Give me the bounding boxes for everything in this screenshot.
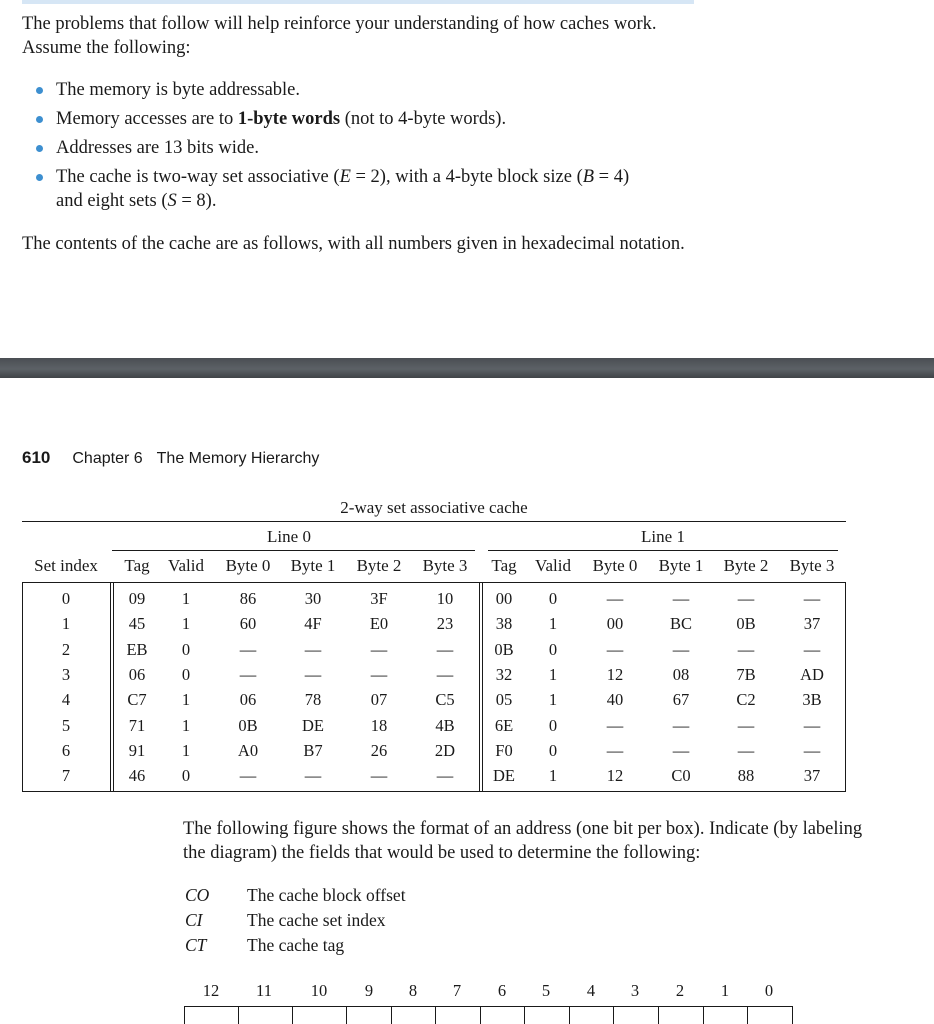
- table-cell: C0: [671, 766, 691, 786]
- bit-number: 5: [541, 981, 551, 1000]
- bit-number: 11: [256, 981, 272, 1000]
- table-cell: 09: [128, 589, 146, 608]
- bit-box[interactable]: [569, 1006, 613, 1024]
- legend-desc: The cache set index: [247, 910, 386, 930]
- table-cell: 1: [181, 589, 191, 608]
- table-cell: B7: [303, 740, 323, 760]
- table-cell: 08: [672, 664, 690, 684]
- column-header: Valid: [168, 556, 204, 575]
- legend-abbr: CT: [185, 935, 207, 955]
- assumption-text: = 2), with a 4-byte block size (: [350, 167, 583, 187]
- bit-number: 1: [720, 981, 730, 1000]
- table-cell: 26: [370, 740, 388, 760]
- page-header: [22, 448, 319, 468]
- table-cell: C5: [435, 690, 455, 710]
- table-cell: 67: [672, 690, 690, 710]
- column-separator: [110, 582, 111, 792]
- table-cell: 0B: [494, 639, 514, 659]
- bullet-icon: [36, 87, 43, 94]
- table-cell: —: [239, 639, 257, 659]
- column-header: Byte 3: [422, 556, 468, 575]
- column-separator: [482, 582, 483, 792]
- table-cell: C7: [127, 690, 147, 710]
- column-header: Byte 2: [723, 556, 769, 575]
- table-cell: 7B: [736, 664, 756, 684]
- column-separator: [113, 582, 114, 792]
- legend-desc: The cache block offset: [247, 885, 406, 905]
- line0-label: Line 0: [267, 527, 311, 546]
- bit-box[interactable]: [480, 1006, 524, 1024]
- table-cell: 3F: [370, 589, 388, 608]
- figure-instruction: The following figure shows the format of an address (one bit per box). Indicate (by labeling the diagram) the fields that would be used to determine the following:: [183, 819, 863, 863]
- bit-box[interactable]: [524, 1006, 569, 1024]
- table-cell: E0: [369, 614, 389, 634]
- table-cell: 10: [436, 589, 454, 608]
- bit-box[interactable]: [292, 1006, 346, 1024]
- table-cell: 1: [181, 715, 191, 735]
- column-header: Byte 0: [225, 556, 271, 575]
- line1-label: Line 1: [641, 527, 685, 546]
- table-cell: 1: [181, 614, 191, 634]
- bullet-icon: [36, 174, 43, 181]
- table-cell: —: [436, 664, 454, 684]
- bit-box[interactable]: [184, 1006, 238, 1024]
- table-cell: 45: [128, 614, 146, 634]
- table-cell: 06: [239, 690, 257, 710]
- column-header: Byte 2: [356, 556, 402, 575]
- legend-abbr: CI: [185, 910, 203, 930]
- table-cell: —: [304, 766, 322, 786]
- bit-box[interactable]: [703, 1006, 747, 1024]
- assumption-bold-text: 1-byte words: [237, 109, 341, 129]
- table-cell: 1: [548, 614, 558, 634]
- assumption-text: The cache is two-way set associative (: [56, 167, 340, 187]
- table-cell: 4F: [304, 614, 322, 634]
- table-cell: 0: [181, 639, 191, 659]
- bit-box[interactable]: [238, 1006, 292, 1024]
- line1-rule: [488, 550, 838, 551]
- table-cell: 0B: [238, 715, 258, 735]
- table-cell: —: [672, 715, 690, 735]
- column-header: Byte 3: [789, 556, 835, 575]
- table-cell: 2: [61, 639, 71, 659]
- table-cell: 12: [606, 664, 624, 684]
- bullet-icon: [36, 116, 43, 123]
- table-cell: 78: [304, 690, 322, 710]
- column-header: Valid: [535, 556, 571, 575]
- table-cell: —: [370, 766, 388, 786]
- table-cell: 4B: [435, 715, 455, 735]
- table-cell: BC: [669, 614, 693, 634]
- table-cell: 07: [370, 690, 388, 710]
- assumption-text: = 8).: [176, 191, 217, 211]
- table-cell: —: [436, 639, 454, 659]
- table-caption: 2-way set associative cache: [340, 498, 528, 517]
- table-cell: 0: [61, 589, 71, 608]
- table-cell: 0: [548, 639, 558, 659]
- table-cell: 1: [548, 690, 558, 710]
- column-header: Byte 0: [592, 556, 638, 575]
- table-cell: 1: [548, 664, 558, 684]
- table-cell: 86: [239, 589, 257, 608]
- table-cell: 2D: [434, 740, 456, 760]
- table-cell: 00: [606, 614, 624, 634]
- column-separator: [479, 582, 480, 792]
- bit-number: 7: [452, 981, 462, 1000]
- assumption-text: The memory is byte addressable.: [56, 80, 301, 100]
- page-divider: [0, 358, 934, 378]
- column-header: Tag: [491, 556, 517, 575]
- page-number: 610: [22, 448, 51, 467]
- table-cell: 3: [61, 664, 71, 684]
- table-cell: 37: [803, 614, 821, 634]
- bit-number: 10: [310, 981, 328, 1000]
- table-cell: 38: [495, 614, 513, 634]
- table-cell: F0: [495, 740, 513, 760]
- chapter-label: Chapter 6: [72, 450, 143, 467]
- table-cell: 5: [61, 715, 71, 735]
- table-cell: —: [304, 639, 322, 659]
- bit-number: 6: [497, 981, 507, 1000]
- contents-paragraph: The contents of the cache are as follows, with all numbers given in hexadecimal notation.: [22, 234, 685, 254]
- bit-number: 9: [364, 981, 374, 1000]
- assumption-item: [36, 78, 716, 102]
- assumption-item: [36, 136, 716, 160]
- legend-item-ct: [185, 935, 344, 956]
- legend-abbr: CO: [185, 885, 210, 905]
- bit-number: 3: [630, 981, 640, 1000]
- assumption-text: and eight sets (: [56, 191, 168, 211]
- table-cell: —: [803, 715, 821, 735]
- assumption-text: Addresses are 13 bits wide.: [56, 138, 259, 158]
- table-cell: 71: [128, 715, 146, 735]
- table-cell: —: [672, 589, 690, 608]
- math-var: S: [167, 191, 177, 211]
- table-cell: —: [606, 715, 624, 735]
- top-highlight-strip: [22, 0, 694, 4]
- bit-box[interactable]: [346, 1006, 391, 1024]
- table-cell: 1: [548, 766, 558, 786]
- table-cell: —: [304, 664, 322, 684]
- table-cell: DE: [493, 766, 515, 786]
- bit-number: 4: [586, 981, 596, 1000]
- table-cell: 88: [737, 766, 755, 786]
- table-top-rule: [22, 521, 846, 522]
- table-cell: —: [239, 664, 257, 684]
- table-cell: —: [606, 639, 624, 659]
- bit-box[interactable]: [658, 1006, 703, 1024]
- table-cell: —: [370, 664, 388, 684]
- legend-item-ci: [185, 910, 385, 931]
- table-cell: 23: [436, 614, 454, 634]
- table-cell: —: [803, 740, 821, 760]
- bit-box[interactable]: [747, 1006, 793, 1024]
- table-cell: 1: [181, 690, 191, 710]
- table-cell: 0: [548, 589, 558, 608]
- column-header: Byte 1: [658, 556, 704, 575]
- table-cell: —: [672, 740, 690, 760]
- table-cell: 60: [239, 614, 257, 634]
- table-cell: 91: [128, 740, 146, 760]
- column-header: Byte 1: [290, 556, 336, 575]
- table-cell: —: [803, 639, 821, 659]
- table-cell: 0: [181, 664, 191, 684]
- line0-rule: [112, 550, 475, 551]
- legend-item-co: [185, 885, 406, 906]
- table-cell: 05: [495, 690, 513, 710]
- bit-number: 0: [764, 981, 774, 1000]
- table-cell: 40: [606, 690, 624, 710]
- table-cell: 0: [548, 740, 558, 760]
- table-cell: —: [737, 715, 755, 735]
- table-cell: —: [672, 639, 690, 659]
- assumption-item: [36, 165, 716, 213]
- table-cell: —: [436, 766, 454, 786]
- table-cell: —: [239, 766, 257, 786]
- table-cell: DE: [302, 715, 324, 735]
- column-header: Tag: [124, 556, 150, 575]
- assumption-text: Memory accesses are to: [56, 109, 238, 129]
- table-cell: 1: [61, 614, 71, 634]
- table-cell: AD: [800, 664, 824, 684]
- table-cell: 6E: [494, 715, 514, 735]
- bit-number: 2: [675, 981, 685, 1000]
- table-cell: A0: [237, 740, 259, 760]
- assumption-list: [36, 78, 716, 218]
- table-cell: 32: [495, 664, 513, 684]
- assumption-text: (not to 4-byte words).: [340, 109, 507, 129]
- table-cell: 06: [128, 664, 146, 684]
- bit-number: 12: [202, 981, 220, 1000]
- bit-box[interactable]: [435, 1006, 480, 1024]
- table-cell: 4: [61, 690, 71, 710]
- table-cell: 3B: [802, 690, 822, 710]
- intro-paragraph: The problems that follow will help reinforce your understanding of how caches work. Assume the following:: [22, 14, 657, 58]
- table-cell: 00: [495, 589, 513, 608]
- table-cell: 0: [548, 715, 558, 735]
- table-cell: 30: [304, 589, 322, 608]
- table-cell: —: [737, 639, 755, 659]
- assumption-item: [36, 107, 716, 131]
- bit-number: 8: [408, 981, 418, 1000]
- bit-box[interactable]: [613, 1006, 658, 1024]
- table-cell: 0B: [736, 614, 756, 634]
- table-cell: 1: [181, 740, 191, 760]
- assumption-text: = 4): [594, 167, 630, 187]
- table-cell: C2: [736, 690, 756, 710]
- bullet-icon: [36, 145, 43, 152]
- math-var: B: [582, 167, 595, 187]
- table-cell: 6: [61, 740, 71, 760]
- table-cell: 37: [803, 766, 821, 786]
- table-cell: —: [370, 639, 388, 659]
- legend-desc: The cache tag: [247, 935, 345, 955]
- table-cell: 7: [61, 766, 71, 786]
- table-cell: —: [737, 589, 755, 608]
- table-cell: 12: [606, 766, 624, 786]
- table-cell: —: [606, 740, 624, 760]
- table-cell: 46: [128, 766, 146, 786]
- table-cell: EB: [126, 639, 148, 659]
- chapter-title: The Memory Hierarchy: [156, 450, 320, 467]
- table-cell: —: [803, 589, 821, 608]
- column-header: Set index: [34, 556, 98, 575]
- bit-box[interactable]: [391, 1006, 435, 1024]
- math-var: E: [339, 167, 351, 187]
- table-cell: —: [606, 589, 624, 608]
- table-cell: —: [737, 740, 755, 760]
- table-cell: 18: [370, 715, 388, 735]
- table-cell: 0: [181, 766, 191, 786]
